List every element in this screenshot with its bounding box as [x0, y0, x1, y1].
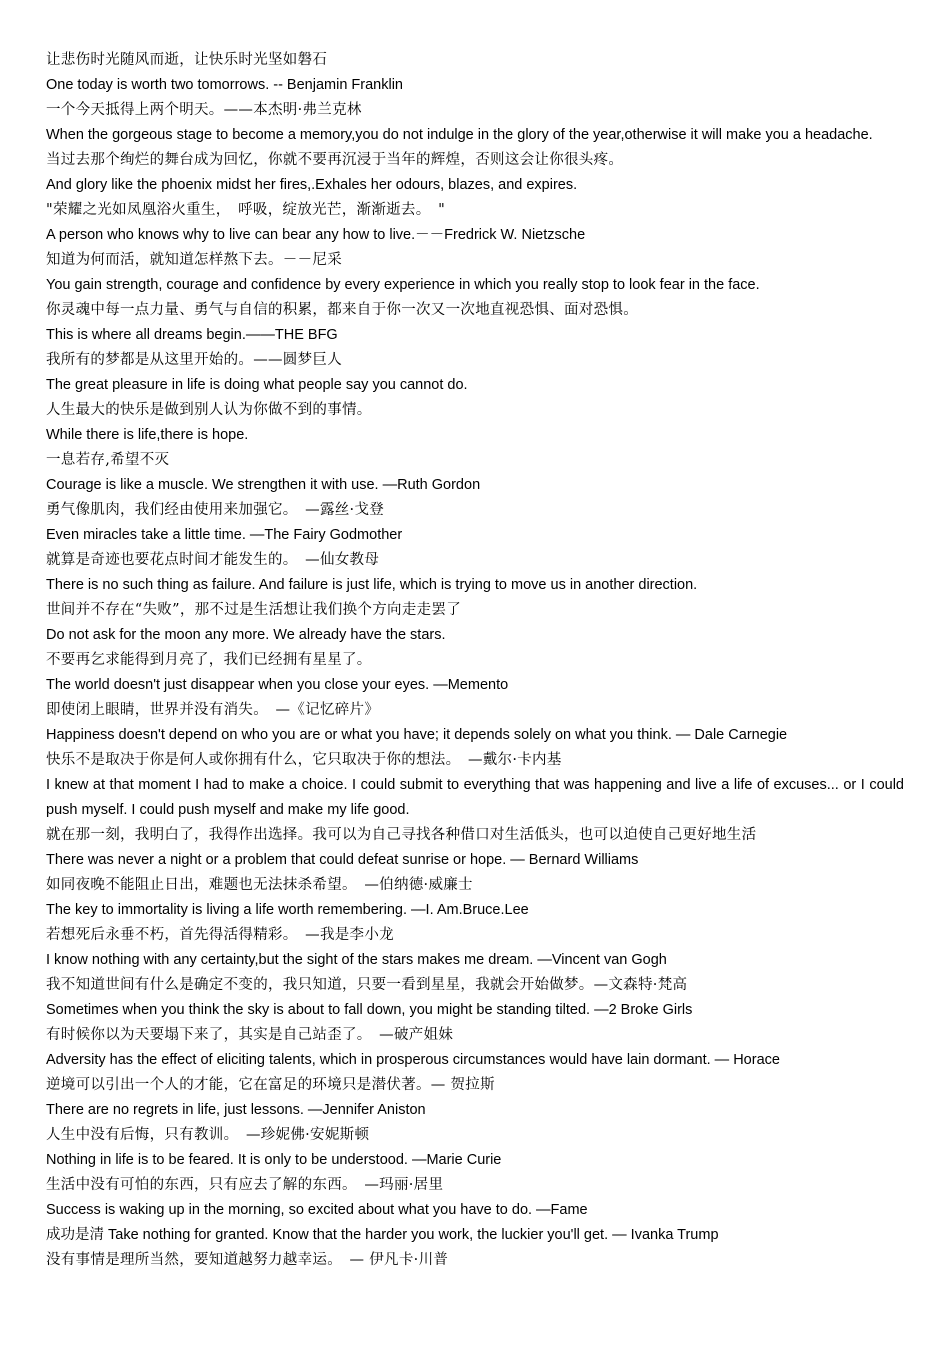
text-line: 人生中没有后悔，只有教训。 —珍妮佛·安妮斯顿 — [46, 1127, 370, 1143]
text-line: The great pleasure in life is doing what people say you cannot do. — [46, 377, 468, 393]
text-line: 就算是奇迹也要花点时间才能发生的。 —仙女教母 — [46, 552, 380, 568]
text-line: A person who knows why to live can bear any how to live.－－Fredrick W. Nietzsche — [46, 227, 586, 243]
text-line: Do not ask for the moon any more. We already have the stars. — [46, 627, 446, 643]
text-line: 如同夜晚不能阻止日出，难题也无法抹杀希望。 —伯纳德·威廉士 — [46, 877, 473, 893]
text-line: 我不知道世间有什么是确定不变的，我只知道，只要一看到星星，我就会开始做梦。—文森特·梵高 — [46, 977, 688, 993]
text-line: 一息若存,希望不灭 — [46, 452, 170, 468]
text-line: One today is worth two tomorrows. -- Benjamin Franklin — [46, 77, 403, 93]
text-line: The world doesn't just disappear when you close your eyes. —Memento — [46, 677, 509, 693]
text-line: And glory like the phoenix midst her fires,.Exhales her odours, blazes, and expires. — [46, 177, 578, 193]
text-line: This is where all dreams begin.——THE BFG — [46, 327, 338, 343]
text-line: 人生最大的快乐是做到别人认为你做不到的事情。 — [46, 402, 372, 418]
text-line: There are no regrets in life, just lessons. —Jennifer Aniston — [46, 1102, 426, 1118]
text-line: While there is life,there is hope. — [46, 427, 249, 443]
text-line: 你灵魂中每一点力量、勇气与自信的积累，都来自于你一次又一次地直视恐惧、面对恐惧。 — [46, 302, 638, 318]
text-line: The key to immortality is living a life worth remembering. —I. Am.Bruce.Lee — [46, 902, 529, 918]
text-line: 让悲伤时光随风而逝，让快乐时光坚如磐石 — [46, 52, 328, 68]
text-line: 当过去那个绚烂的舞台成为回忆，你就不要再沉浸于当年的辉煌，否则这会让你很头疼。 — [46, 152, 624, 168]
text-line: 若想死后永垂不朽，首先得活得精彩。 —我是李小龙 — [46, 927, 394, 943]
text-line: Success is waking up in the morning, so excited about what you have to do. —Fame — [46, 1202, 588, 1218]
text-line: 有时候你以为天要塌下来了，其实是自己站歪了。 —破产姐妹 — [46, 1027, 454, 1043]
text-line: 没有事情是理所当然，要知道越努力越幸运。 — 伊凡卡·川普 — [46, 1252, 449, 1268]
text-line: Courage is like a muscle. We strengthen it with use. —Ruth Gordon — [46, 477, 481, 493]
text-line: 我所有的梦都是从这里开始的。——圆梦巨人 — [46, 352, 342, 368]
text-line: 知道为何而活，就知道怎样熬下去。－－尼采 — [46, 252, 342, 268]
text-line: Adversity has the effect of eliciting talents, which in prosperous circumstances would have lain dormant. — Horace — [46, 1052, 780, 1068]
text-line: 快乐不是取决于你是何人或你拥有什么，它只取决于你的想法。 —戴尔·卡内基 — [46, 752, 562, 768]
text-line: When the gorgeous stage to become a memory,you do not indulge in the glory of the year,otherwise it will make you a headache. — [46, 127, 873, 143]
text-line: "荣耀之光如凤凰浴火重生， 呼吸，绽放光芒，渐渐逝去。 " — [46, 202, 446, 218]
text-line: You gain strength, courage and confidence by every experience in which you really stop to look fear in the face. — [46, 277, 760, 293]
text-line: 一个今天抵得上两个明天。——本杰明·弗兰克林 — [46, 102, 362, 118]
text-line: Even miracles take a little time. —The Fairy Godmother — [46, 527, 403, 543]
text-line: Nothing in life is to be feared. It is only to be understood. —Marie Curie — [46, 1152, 502, 1168]
text-line: Happiness doesn't depend on who you are or what you have; it depends solely on what you think. — Dale Carnegie — [46, 727, 788, 743]
text-line: I know nothing with any certainty,but the sight of the stars makes me dream. —Vincent van Gogh — [46, 952, 667, 968]
text-line: There was never a night or a problem that could defeat sunrise or hope. — Bernard Williams — [46, 852, 639, 868]
text-line: 即使闭上眼睛，世界并没有消失。 —《记忆碎片》 — [46, 702, 380, 718]
text-line: 世间并不存在“失败”，那不过是生活想让我们换个方向走走罢了 — [46, 602, 462, 618]
text-line: 就在那一刻，我明白了，我得作出选择。我可以为自己寻找各种借口对生活低头，也可以迫使自己更好地生活 — [46, 827, 757, 843]
document-page — [46, 48, 904, 1273]
text-line: There is no such thing as failure. And failure is just life, which is trying to move us in another direction. — [46, 577, 698, 593]
text-line: 成功是清 Take nothing for granted. Know that the harder you work, the luckier you'll get. — Ivanka Trump — [46, 1227, 719, 1243]
text-line: Sometimes when you think the sky is about to fall down, you might be standing tilted. —2 Broke Girls — [46, 1002, 693, 1018]
text-line: 勇气像肌肉，我们经由使用来加强它。 —露丝·戈登 — [46, 502, 385, 518]
text-line: 不要再乞求能得到月亮了，我们已经拥有星星了。 — [46, 652, 372, 668]
text-line: 逆境可以引出一个人的才能，它在富足的环境只是潜伏著。— 贺拉斯 — [46, 1077, 495, 1093]
text-line: I knew at that moment I had to make a choice. I could submit to everything that was happening and live a life of excuses... or I could push myself. I could push myself and make my life good. — [46, 777, 904, 818]
text-line: 生活中没有可怕的东西，只有应去了解的东西。 —玛丽·居里 — [46, 1177, 444, 1193]
